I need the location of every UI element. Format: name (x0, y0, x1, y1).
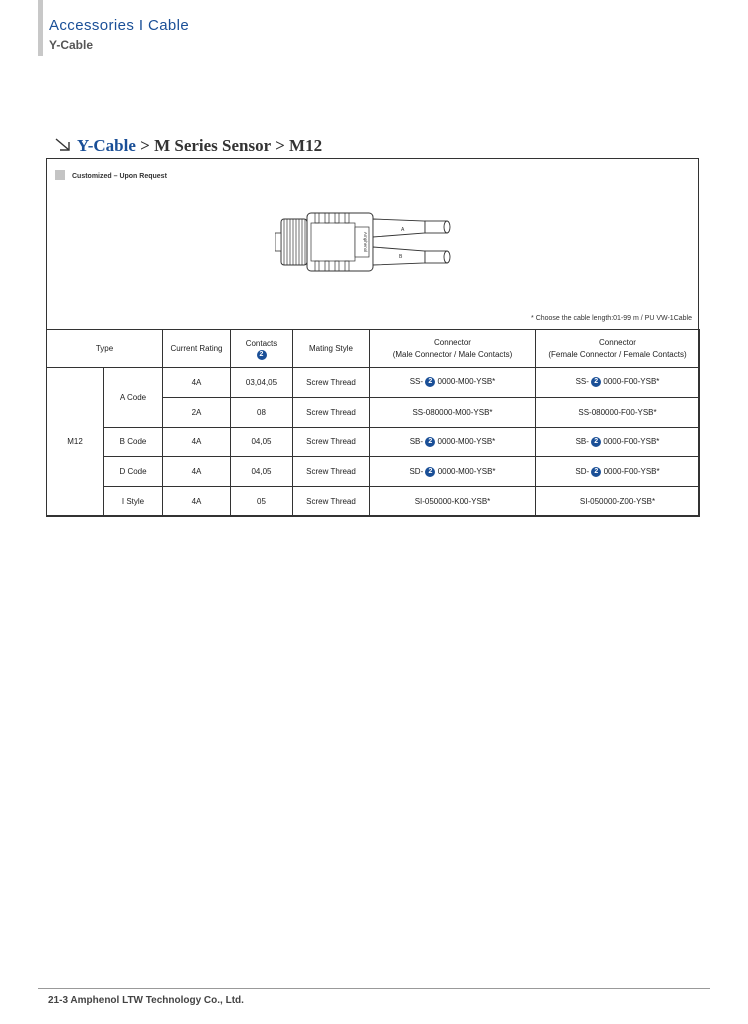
part-prefix: SB- (409, 437, 424, 447)
gray-square-icon (55, 170, 65, 180)
page-category-title: Accessories I Cable (49, 17, 190, 34)
current-cell: 4A (163, 368, 231, 398)
part-prefix: SS- (409, 377, 424, 387)
part-suffix: 0000-M00-YSB* (435, 466, 496, 476)
mating-cell: Screw Thread (293, 368, 370, 398)
section-title-highlight: Y-Cable (77, 136, 136, 155)
current-cell: 2A (163, 397, 231, 427)
male-connector-cell: SS-080000-M00-YSB* (370, 397, 536, 427)
header-connector-male-sub: (Male Connector / Male Contacts) (392, 349, 513, 359)
customized-text: Customized – Upon Request (72, 173, 167, 180)
male-connector-cell (370, 427, 536, 457)
code-cell: A Code (104, 368, 163, 428)
table-row (47, 457, 700, 487)
mating-cell: Screw Thread (293, 397, 370, 427)
part-prefix: SD- (409, 466, 424, 476)
female-connector-cell (536, 368, 700, 398)
marker-badge: 2 (425, 437, 435, 447)
marker-badge: 2 (257, 350, 267, 360)
marker-badge: 2 (591, 377, 601, 387)
section-title (55, 136, 322, 156)
part-prefix: SS- (575, 377, 589, 387)
drawing-brand-label: Amphenol (363, 231, 368, 253)
mating-cell: Screw Thread (293, 427, 370, 457)
male-connector-cell: SI-050000-K00-YSB* (370, 487, 536, 517)
header-connector-female-sub: (Female Connector / Female Contacts) (548, 349, 687, 359)
current-cell: 4A (163, 457, 231, 487)
table-row (47, 427, 700, 457)
part-suffix: 0000-M00-YSB* (435, 437, 496, 447)
table-row (47, 487, 700, 517)
spec-table (46, 329, 700, 517)
header-contacts-label: Contacts (245, 338, 278, 348)
header-accent-bar (38, 0, 43, 56)
header-current-rating: Current Rating (163, 330, 231, 368)
female-connector-cell: SI-050000-Z00-YSB* (536, 487, 700, 517)
header-type: Type (47, 330, 163, 368)
table-header-row (47, 330, 700, 368)
current-cell: 4A (163, 487, 231, 517)
code-cell: B Code (104, 427, 163, 457)
footer-divider (38, 988, 710, 989)
female-connector-cell (536, 427, 700, 457)
contacts-cell: 04,05 (231, 457, 293, 487)
cable-length-note: * Choose the cable length:01-99 m / PU VW-1Cable (531, 315, 692, 322)
code-cell: I Style (104, 487, 163, 517)
header-connector-female (536, 330, 700, 368)
arrow-down-right-icon (55, 138, 71, 152)
part-suffix: 0000-F00-YSB* (601, 466, 660, 476)
part-suffix: 0000-F00-YSB* (601, 437, 660, 447)
mating-cell: Screw Thread (293, 457, 370, 487)
marker-badge: 2 (425, 377, 435, 387)
contacts-cell: 03,04,05 (231, 368, 293, 398)
part-prefix: SB- (575, 437, 589, 447)
marker-badge: 2 (591, 437, 601, 447)
header-mating-style: Mating Style (293, 330, 370, 368)
part-suffix: 0000-M00-YSB* (435, 377, 496, 387)
current-cell: 4A (163, 427, 231, 457)
group-cell: M12 (47, 368, 104, 517)
header-connector-female-label: Connector (599, 337, 636, 347)
code-cell: D Code (104, 457, 163, 487)
contacts-cell: 04,05 (231, 427, 293, 457)
marker-badge: 2 (425, 467, 435, 477)
customized-label (55, 170, 167, 180)
header-connector-male (370, 330, 536, 368)
female-connector-cell (536, 457, 700, 487)
contacts-cell: 08 (231, 397, 293, 427)
page-subtitle: Y-Cable (49, 38, 94, 52)
drawing-leg-a-label: A (401, 227, 405, 233)
contacts-cell: 05 (231, 487, 293, 517)
marker-badge: 2 (591, 467, 601, 477)
y-cable-drawing (275, 207, 451, 277)
part-prefix: SD- (575, 466, 590, 476)
table-row (47, 368, 700, 398)
part-suffix: 0000-F00-YSB* (601, 377, 660, 387)
drawing-leg-b-label: B (399, 254, 403, 260)
female-connector-cell: SS-080000-F00-YSB* (536, 397, 700, 427)
male-connector-cell (370, 457, 536, 487)
section-title-rest: > M Series Sensor > M12 (135, 136, 323, 155)
male-connector-cell (370, 368, 536, 398)
mating-cell: Screw Thread (293, 487, 370, 517)
page-footer: 21-3 Amphenol LTW Technology Co., Ltd. (48, 995, 244, 1006)
header-connector-male-label: Connector (434, 337, 471, 347)
header-contacts (231, 330, 293, 368)
